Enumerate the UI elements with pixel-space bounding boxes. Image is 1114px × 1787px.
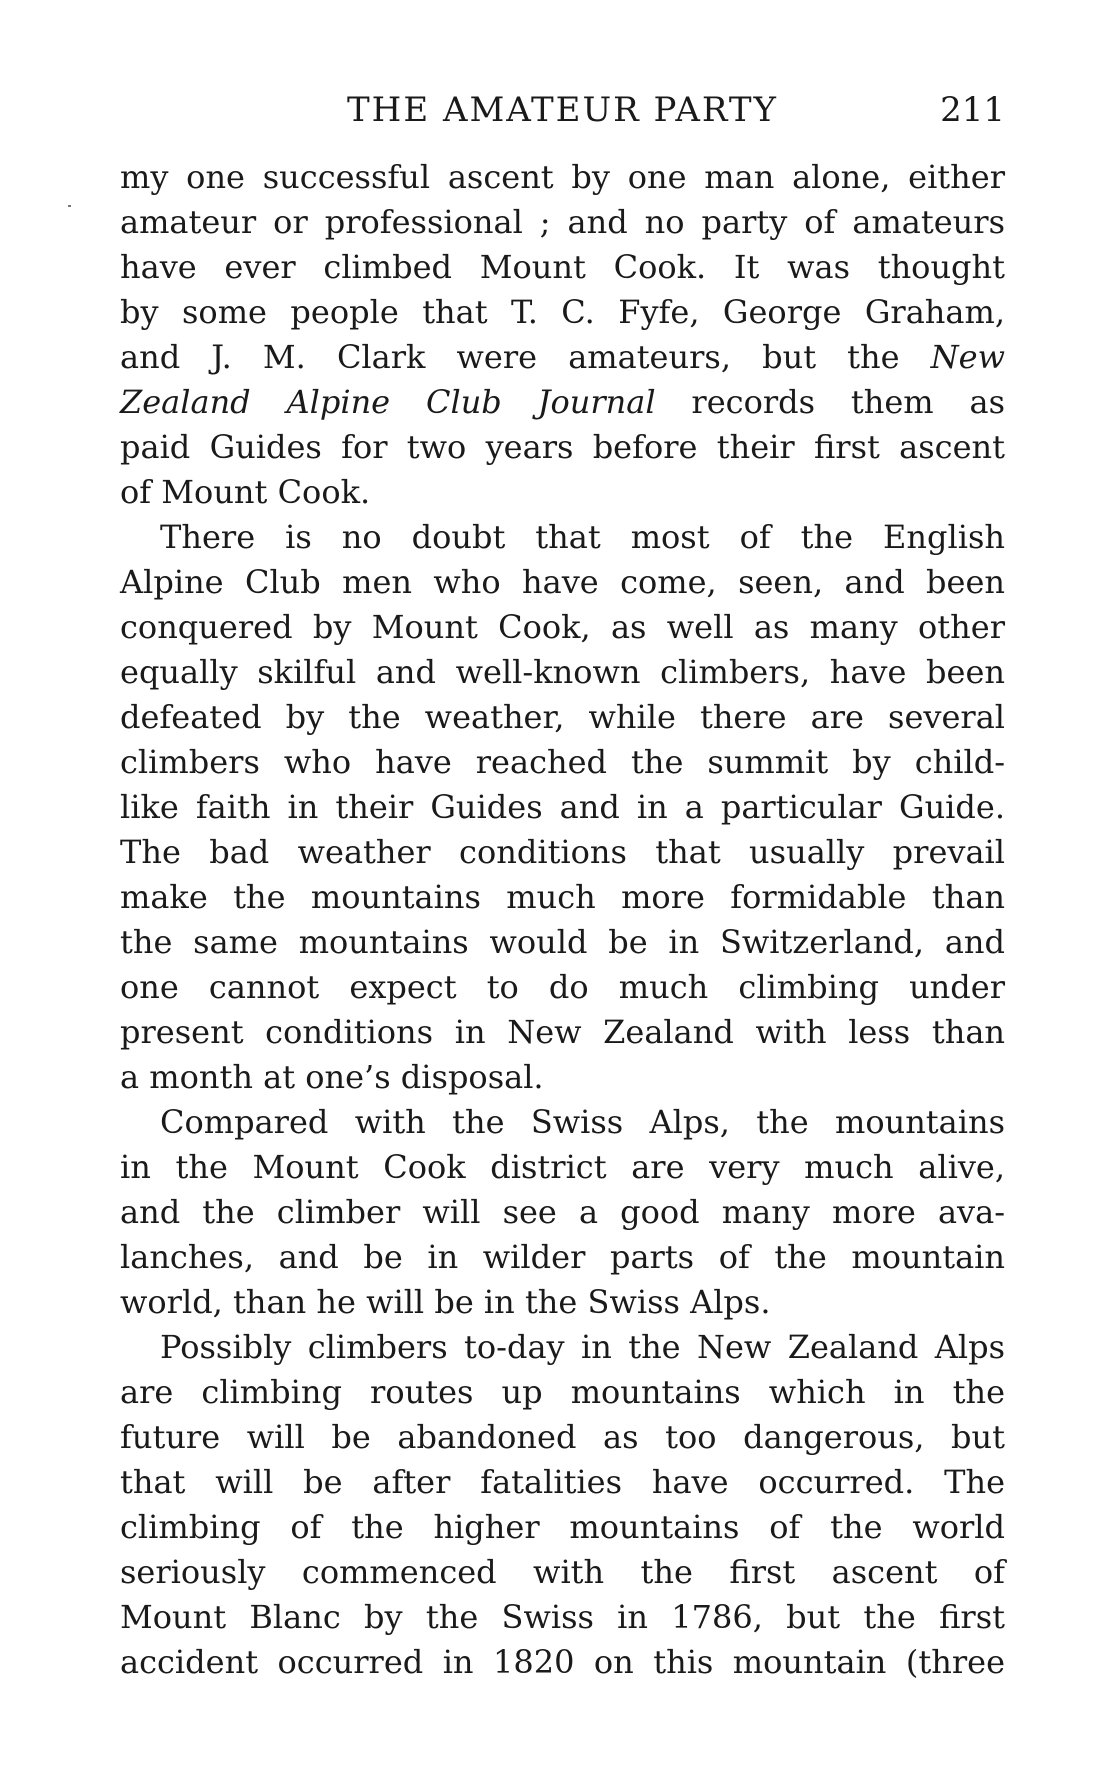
body-text bbox=[120, 155, 1005, 1685]
text-line bbox=[120, 380, 1005, 425]
text-line: my one successful ascent by one man alone, either bbox=[120, 158, 1005, 196]
text-line: climbers who have reached the summit by child- bbox=[120, 743, 1005, 781]
text-line: have ever climbed Mount Cook. It was thought bbox=[120, 248, 1005, 286]
journal-title-italic: Zealand Alpine Club Journal bbox=[120, 383, 656, 421]
text-line: that will be after fatalities have occurred. The bbox=[120, 1463, 1005, 1501]
text-line: amateur or professional ; and no party of amateurs bbox=[120, 203, 1005, 241]
text-line: conquered by Mount Cook, as well as many other bbox=[120, 608, 1005, 646]
text-line: accident occurred in 1820 on this mountain (three bbox=[120, 1643, 1005, 1681]
paragraph-start-line: Compared with the Swiss Alps, the mountains bbox=[160, 1103, 1005, 1141]
text-line: defeated by the weather, while there are several bbox=[120, 698, 1005, 736]
text-line: are climbing routes up mountains which in the bbox=[120, 1373, 1005, 1411]
text-line: in the Mount Cook district are very much alive, bbox=[120, 1148, 1005, 1186]
text-line bbox=[120, 335, 1005, 380]
text-line: present conditions in New Zealand with less than bbox=[120, 1013, 1005, 1051]
page-number: 211 bbox=[940, 90, 1005, 130]
text-line: Alpine Club men who have come, seen, and been bbox=[120, 563, 1005, 601]
text-line: lanches, and be in wilder parts of the mountain bbox=[120, 1238, 1005, 1276]
paragraph-start-line: Possibly climbers to-day in the New Zealand Alps bbox=[160, 1328, 1005, 1366]
text-line-plain: and J. M. Clark were amateurs, but the bbox=[120, 338, 931, 376]
text-line: Mount Blanc by the Swiss in 1786, but the first bbox=[120, 1598, 1005, 1636]
text-line: future will be abandoned as too dangerous, but bbox=[120, 1418, 1005, 1456]
text-line: climbing of the higher mountains of the world bbox=[120, 1508, 1005, 1546]
text-line: make the mountains much more formidable than bbox=[120, 878, 1005, 916]
text-line: like faith in their Guides and in a particular Guide. bbox=[120, 788, 1005, 826]
paragraph-end-line: a month at one’s disposal. bbox=[120, 1058, 544, 1096]
page-header bbox=[120, 85, 1005, 135]
journal-title-italic: New bbox=[930, 338, 1005, 376]
text-line: The bad weather conditions that usually prevail bbox=[120, 833, 1005, 871]
text-line: the same mountains would be in Switzerland, and bbox=[120, 923, 1005, 961]
paragraph-start-line: There is no doubt that most of the English bbox=[160, 518, 1005, 556]
text-line: one cannot expect to do much climbing under bbox=[120, 968, 1005, 1006]
text-line: and the climber will see a good many more ava- bbox=[120, 1193, 1005, 1231]
scan-speck bbox=[68, 205, 71, 207]
paragraph-end-line: of Mount Cook. bbox=[120, 473, 371, 511]
text-line-plain: records them as bbox=[655, 383, 1006, 421]
text-line: paid Guides for two years before their first ascent bbox=[120, 428, 1005, 466]
running-title: THE AMATEUR PARTY bbox=[346, 90, 778, 130]
paragraph-end-line: world, than he will be in the Swiss Alps. bbox=[120, 1283, 771, 1321]
text-line: seriously commenced with the first ascent of bbox=[120, 1553, 1005, 1591]
text-line: by some people that T. C. Fyfe, George Graham, bbox=[120, 293, 1005, 331]
text-line: equally skilful and well-known climbers, have been bbox=[120, 653, 1005, 691]
